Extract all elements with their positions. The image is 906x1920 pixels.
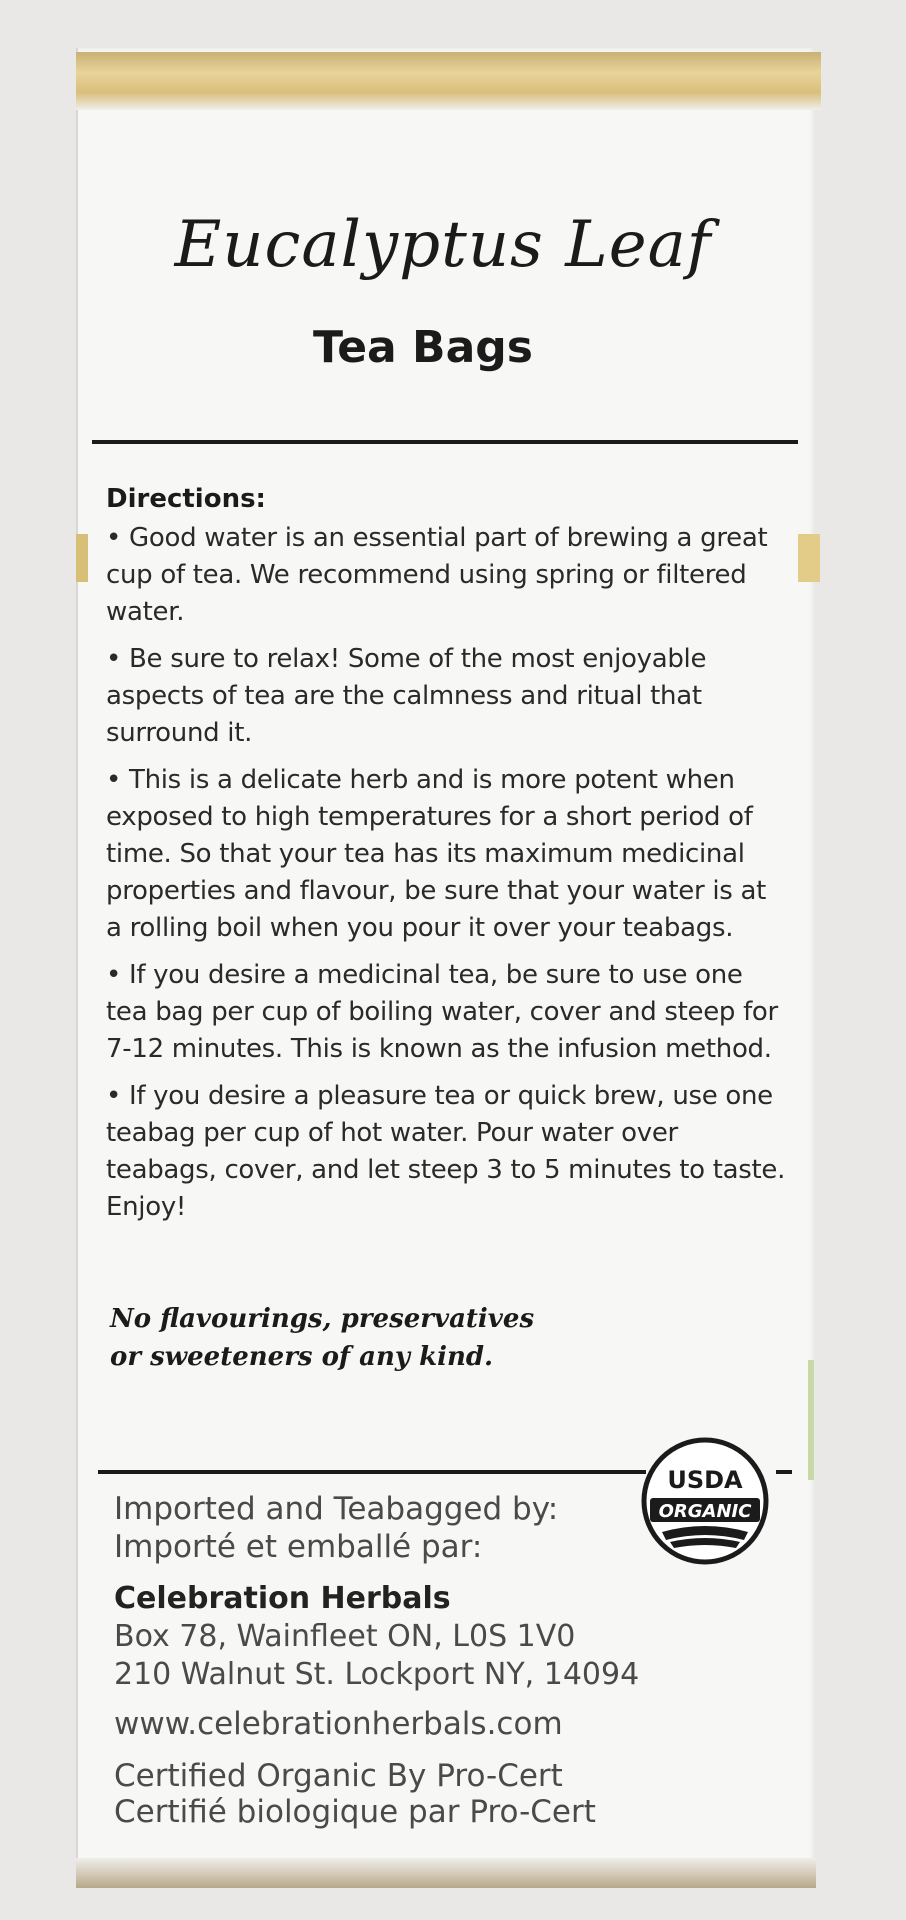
importer-block [114, 1490, 674, 1566]
company-address-1: Box 78, Wainfleet ON, L0S 1V0 [114, 1619, 576, 1654]
direction-item: • If you desire a pleasure tea or quick brew, use one teabag per cup of hot water. Pour water over teabags, cover, and let steep 3 to 5 minutes to taste. Enjoy! [106, 1081, 786, 1222]
company-website: www.celebrationherbals.com [114, 1706, 563, 1742]
note-line-2: or sweeteners of any kind. [110, 1342, 494, 1372]
certification-block [114, 1758, 596, 1830]
product-title: Eucalyptus Leaf [174, 208, 712, 282]
certified-organic-en: Certified Organic By Pro-Cert [114, 1758, 563, 1794]
imported-by-fr: Importé et emballé par: [114, 1529, 483, 1565]
no-additives-note [110, 1300, 710, 1376]
divider-bottom [98, 1470, 646, 1474]
directions-section [106, 484, 786, 1236]
product-subtitle: Tea Bags [313, 322, 533, 373]
direction-item: • Be sure to relax! Some of the most enjoyable aspects of tea are the calmness and ritual that surround it. [106, 644, 707, 748]
directions-heading: Directions: [106, 484, 266, 514]
company-block [114, 1580, 754, 1694]
box-lid-gold-band-front [76, 52, 821, 110]
direction-item: • Good water is an essential part of brewing a great cup of tea. We recommend using spring or filtered water. [106, 523, 768, 627]
certified-organic-fr: Certifié biologique par Pro-Cert [114, 1794, 596, 1830]
divider-top [92, 440, 798, 444]
gold-side-tab-right [798, 534, 820, 582]
imported-by-en: Imported and Teabagged by: [114, 1491, 559, 1527]
seal-top-text: USDA [667, 1466, 743, 1494]
direction-item: • If you desire a medicinal tea, be sure to use one tea bag per cup of boiling water, cover and steep for 7-12 minutes. This is known as the infusion method. [106, 960, 778, 1064]
gold-side-tab-left [76, 534, 88, 582]
company-name: Celebration Herbals [114, 1581, 451, 1616]
green-side-edge [808, 1360, 814, 1480]
company-address-2: 210 Walnut St. Lockport NY, 14094 [114, 1657, 640, 1692]
direction-item: • This is a delicate herb and is more potent when exposed to high temperatures for a short period of time. So that your tea has its maximum medicinal properties and flavour, be sure that your water is at a rolling boil when you pour it over your teabags. [106, 765, 766, 943]
note-line-1: No flavourings, preservatives [110, 1304, 535, 1334]
box-bottom-edge [76, 1858, 816, 1888]
seal-bottom-text: ORGANIC [658, 1501, 752, 1522]
divider-bottom-end [776, 1470, 792, 1474]
